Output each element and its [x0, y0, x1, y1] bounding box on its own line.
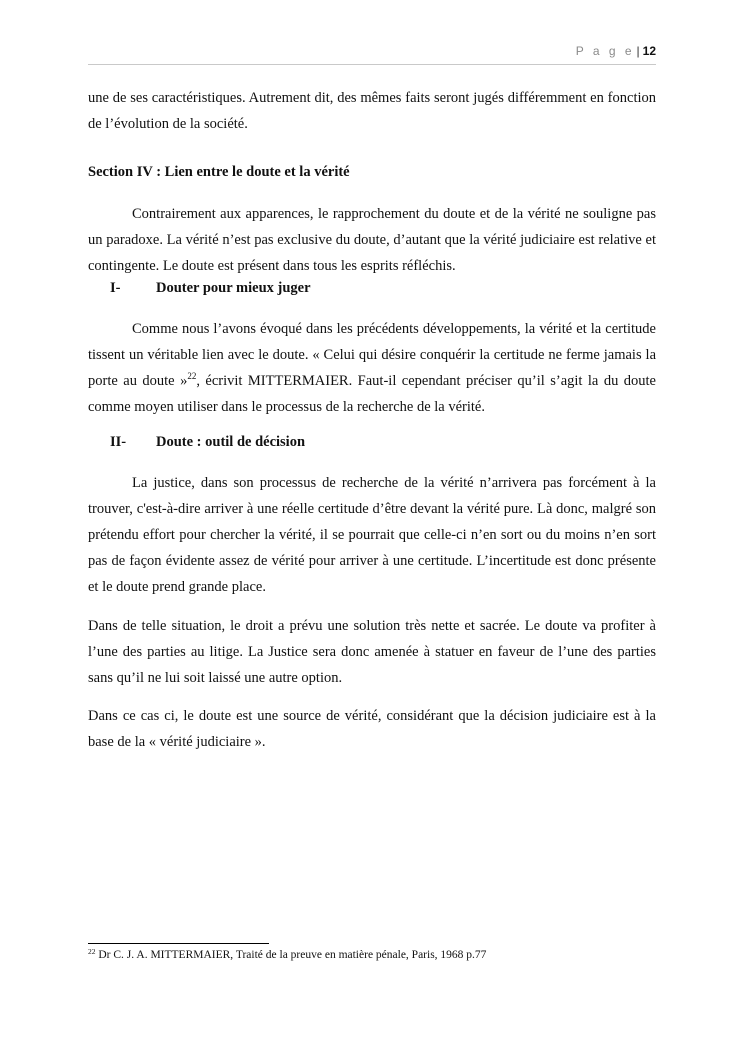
- page-label: P a g e: [575, 44, 635, 58]
- paragraph-law: Dans de telle situation, le droit a prévu une solution très nette et sacrée. Le doute va profiter à l’une des parties au litige. La Justice sera donc amenée à statuer en faveur de l’une des parties sans qu’il ne lui soit laissé une autre option.: [88, 618, 656, 686]
- paragraph-continued: une de ses caractéristiques. Autrement dit, des mêmes faits seront jugés différemment en fonction de l’évolution de la société.: [88, 90, 656, 132]
- page-header: [88, 44, 656, 65]
- footnote-separator: [88, 943, 269, 944]
- footnote-reference[interactable]: 22: [187, 371, 197, 381]
- footnote: [88, 949, 486, 961]
- paragraph-doubt-text-end: , écrivit MITTERMAIER. Faut-il cependant préciser qu’il s’agit la du doute comme moyen utiliser dans le processus de la recherche de la vérité.: [88, 373, 656, 415]
- subheading-2-title: Doute : outil de décision: [156, 434, 306, 450]
- paragraph-doubt-text: Comme nous l’avons évoqué dans les précédents développements, la vérité et la certitude tissent un véritable lien avec le doute. « Celui qui désire conquérir la certitude ne ferme jamais la porte au doute »: [88, 321, 656, 389]
- subheading-1-number: I-: [110, 280, 121, 296]
- paragraph-conclusion: Dans ce cas ci, le doute est une source de vérité, considérant que la décision judiciaire est à la base de la « vérité judiciaire ».: [88, 708, 656, 750]
- header-separator: |: [636, 44, 640, 58]
- footnote-number: 22: [88, 947, 96, 956]
- subheading-2-number: II-: [110, 434, 127, 450]
- paragraph-justice: La justice, dans son processus de recherche de la vérité n’arrivera pas forcément à la trouver, c'est-à-dire arriver à une réelle certitude d’être devant la vérité pure. Là donc, malgré son prétendu effort pour chercher la vérité, il se pourrait que celle-ci n’en sort ou du moins n’en sort pas de façon évidente assez de vérité pour arriver à une certitude. L’incertitude est donc présente et le doute prend grande place.: [88, 475, 656, 595]
- subheading-2: [110, 434, 305, 451]
- subheading-1-title: Douter pour mieux juger: [156, 280, 311, 296]
- paragraph-doubt: [88, 316, 656, 420]
- subheading-1: [110, 280, 311, 297]
- paragraph-intro: Contrairement aux apparences, le rapprochement du doute et de la vérité ne souligne pas un paradoxe. La vérité n’est pas exclusive du doute, d’autant que la vérité judiciaire est relative et contingente. Le doute est présent dans tous les esprits réfléchis.: [88, 206, 656, 274]
- section-heading: Section IV : Lien entre le doute et la vérité: [88, 164, 350, 180]
- page-number: 12: [642, 44, 656, 58]
- footnote-text: Dr C. J. A. MITTERMAIER, Traité de la preuve en matière pénale, Paris, 1968 p.77: [95, 949, 487, 961]
